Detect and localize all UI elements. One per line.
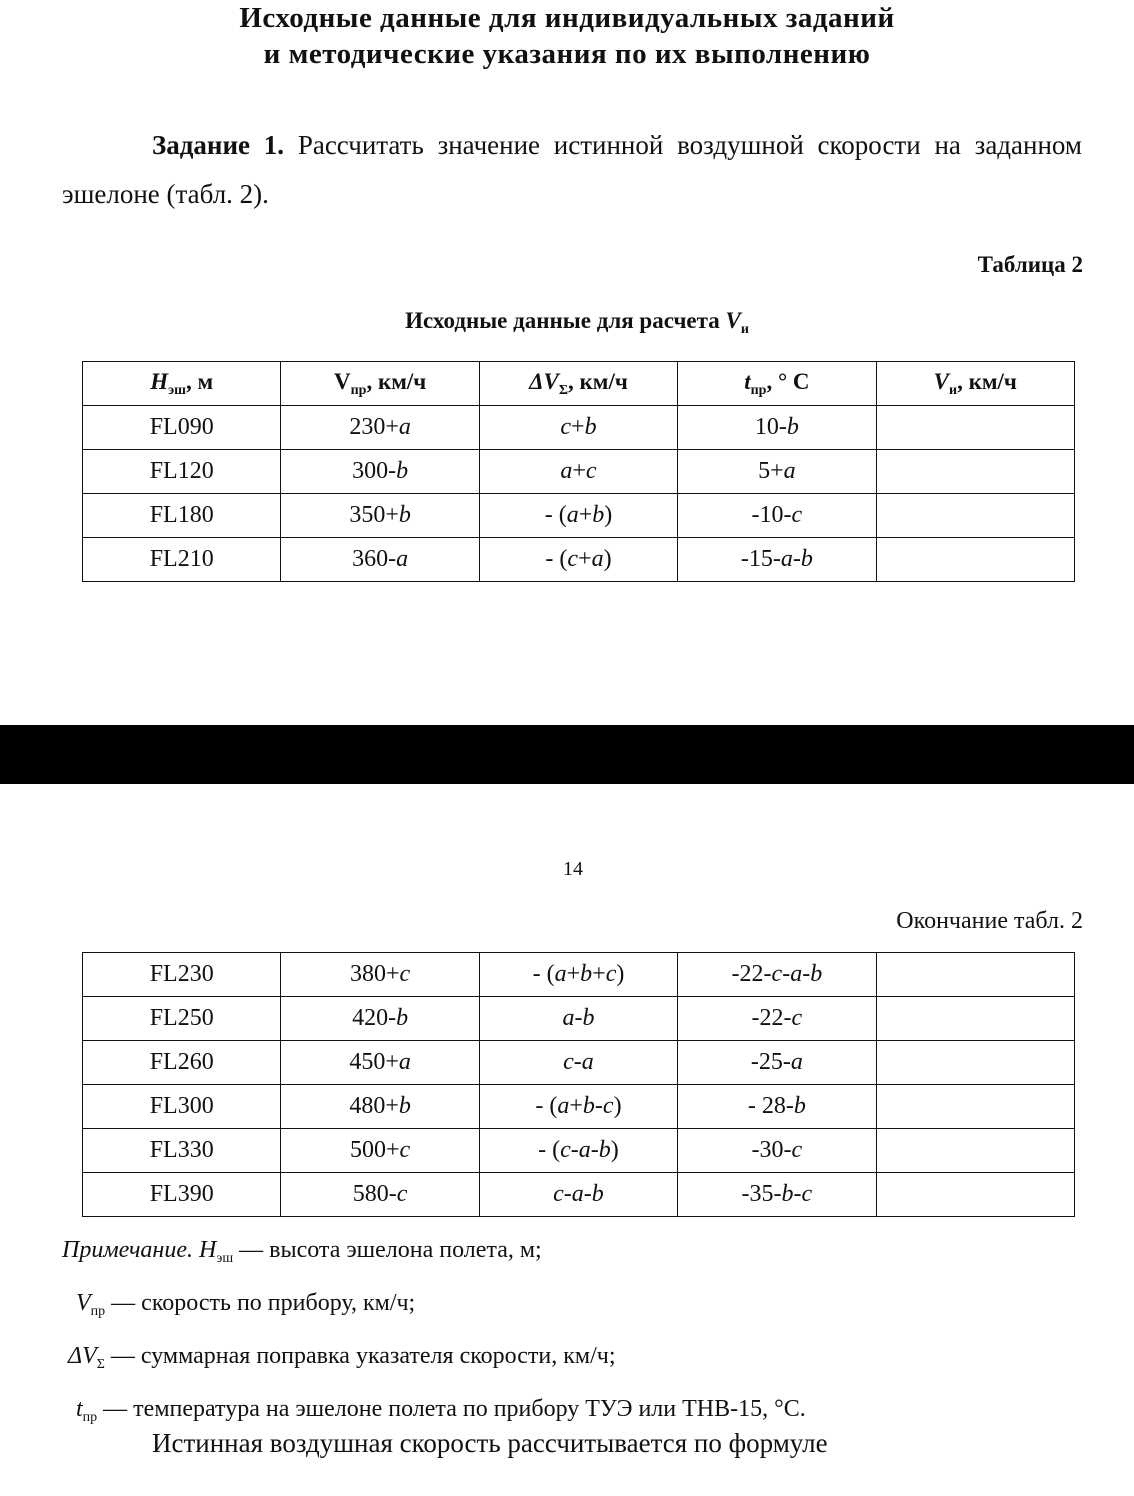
- table-cell: FL250: [83, 997, 281, 1041]
- table-cell: [876, 953, 1074, 997]
- header-cell: $V_{пр}$, км/ч: [281, 362, 479, 406]
- table-cell: FL180: [83, 494, 281, 538]
- table-cell: - (c-a-b): [479, 1129, 677, 1173]
- table-header-row: [83, 362, 1075, 406]
- table-row: [83, 997, 1075, 1041]
- table-cell: 420-b: [281, 997, 479, 1041]
- table-cell: 10-b: [678, 406, 876, 450]
- table-row: [83, 450, 1075, 494]
- document-heading: [0, 0, 1134, 72]
- header-cell: $H_{эш}$, м: [83, 362, 281, 406]
- table-cell: -25-a: [678, 1041, 876, 1085]
- table-cell: 350+b: [281, 494, 479, 538]
- table-cell: a+c: [479, 450, 677, 494]
- note-label: Примечание.: [62, 1237, 193, 1263]
- table-caption: [0, 308, 1134, 338]
- note-line: $t_{пр}$ — температура на эшелоне полета по прибору ТУЭ или ТНВ-15, °С.: [76, 1396, 806, 1425]
- table-cell: 580-c: [281, 1173, 479, 1217]
- table-cell: FL230: [83, 953, 281, 997]
- task-text: Рассчитать значение истинной воздушной скорости на заданном эшелоне (табл. 2).: [62, 130, 1082, 209]
- table-body-part-1: [83, 406, 1075, 582]
- heading-line-2: и методические указания по их выполнению: [263, 38, 871, 70]
- table-body-part-2: [83, 953, 1075, 1217]
- table-row: [83, 538, 1075, 582]
- table-cell: -10-c: [678, 494, 876, 538]
- table-cell: [876, 538, 1074, 582]
- page-number: 14: [563, 858, 583, 880]
- table-caption-symbol: V: [725, 308, 741, 333]
- note-line: $V_{пр}$ — скорость по прибору, км/ч;: [76, 1290, 416, 1319]
- table-cell: 300-b: [281, 450, 479, 494]
- formula-intro-text: Истинная воздушная скорость рассчитывается по формуле: [152, 1428, 828, 1458]
- table-continuation-label: Окончание табл. 2: [896, 908, 1083, 934]
- table-cell: [876, 1085, 1074, 1129]
- table-cell: FL260: [83, 1041, 281, 1085]
- header-cell: $V_и$, км/ч: [876, 362, 1074, 406]
- note-line: $\Delta V_\Sigma$ — суммарная поправка указателя скорости, км/ч;: [68, 1343, 616, 1372]
- header-cell: $t_{пр}$, ° С: [678, 362, 876, 406]
- table-cell: c-a-b: [479, 1173, 677, 1217]
- table-caption-subscript: и: [740, 322, 749, 337]
- table-cell: -30-c: [678, 1129, 876, 1173]
- table-cell: 500+c: [281, 1129, 479, 1173]
- table-cell: FL300: [83, 1085, 281, 1129]
- table-cell: [876, 1041, 1074, 1085]
- table-cell: -22-c: [678, 997, 876, 1041]
- table-cell: - (a+b): [479, 494, 677, 538]
- table-cell: a-b: [479, 997, 677, 1041]
- table-row: [83, 1085, 1075, 1129]
- table-row: [83, 1041, 1075, 1085]
- table-cell: [876, 450, 1074, 494]
- table-cell: [876, 1173, 1074, 1217]
- table-cell: c+b: [479, 406, 677, 450]
- table-cell: - (a+b+c): [479, 953, 677, 997]
- table-cell: [876, 997, 1074, 1041]
- table-cell: -15-a-b: [678, 538, 876, 582]
- table-row: [83, 1129, 1075, 1173]
- table-cell: 5+a: [678, 450, 876, 494]
- table-row: [83, 494, 1075, 538]
- table-cell: FL330: [83, 1129, 281, 1173]
- task-label: Задание 1.: [152, 130, 285, 160]
- table-cell: -35-b-c: [678, 1173, 876, 1217]
- table-row: [83, 953, 1075, 997]
- table-cell: 360-a: [281, 538, 479, 582]
- table-caption-text: Исходные данные для расчета: [405, 308, 726, 333]
- table-cell: [876, 406, 1074, 450]
- table-cell: 450+a: [281, 1041, 479, 1085]
- table-cell: - (a+b-c): [479, 1085, 677, 1129]
- table-number: Таблица 2: [977, 252, 1083, 277]
- table-cell: FL120: [83, 450, 281, 494]
- table-cell: - (c+a): [479, 538, 677, 582]
- table-cell: - 28-b: [678, 1085, 876, 1129]
- table-cell: FL210: [83, 538, 281, 582]
- table-cell: [876, 494, 1074, 538]
- note-line: Примечание. $H_{эш}$ — высота эшелона полета, м;: [62, 1237, 542, 1266]
- table-cell: [876, 1129, 1074, 1173]
- data-table-part-1: [82, 361, 1075, 582]
- table-cell: c-a: [479, 1041, 677, 1085]
- table-cell: 230+a: [281, 406, 479, 450]
- data-table-part-2: [82, 952, 1075, 1217]
- table-notes: [62, 1228, 806, 1440]
- page-separator-band: [0, 725, 1134, 784]
- header-cell: $\Delta V_\Sigma$, км/ч: [479, 362, 677, 406]
- table-cell: 480+b: [281, 1085, 479, 1129]
- task-paragraph: [62, 121, 1082, 219]
- heading-line-1: Исходные данные для индивидуальных заданий: [239, 2, 895, 34]
- table-cell: FL090: [83, 406, 281, 450]
- table-cell: 380+c: [281, 953, 479, 997]
- table-cell: FL390: [83, 1173, 281, 1217]
- table-row: [83, 406, 1075, 450]
- table-row: [83, 1173, 1075, 1217]
- table-cell: -22-c-a-b: [678, 953, 876, 997]
